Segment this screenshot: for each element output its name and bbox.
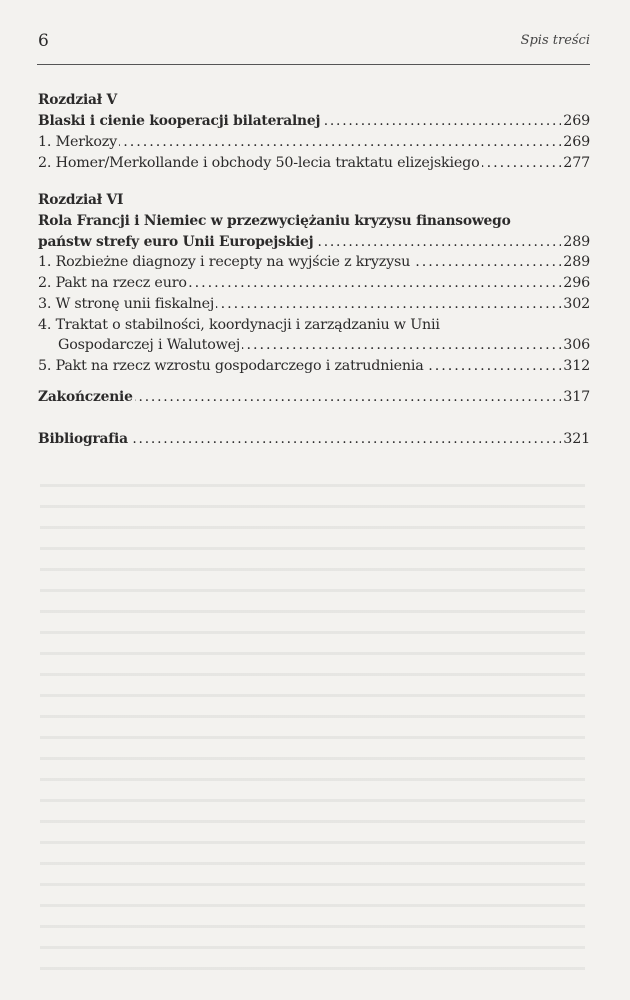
toc-entry: 3. W stronę unii fiskalnej . . . 302 — [38, 294, 590, 314]
running-title: Spis treści — [520, 33, 590, 48]
toc-entry: państw strefy euro Unii Europejskiej . . . 289 — [38, 232, 590, 252]
toc-entry: Zakończenie . . . 317 — [38, 387, 590, 407]
chapter-label: Rozdział VI — [38, 192, 124, 208]
bleed-through-texture — [40, 470, 585, 980]
toc-entry: 2. Homer/Merkollande i obchody 50-lecia traktatu elizejskiego . . . 277 — [38, 153, 590, 173]
toc-entry: Blaski i cienie kooperacji bilateralnej . . . 269 — [38, 111, 590, 131]
chapter-label: Rozdział V — [38, 92, 117, 108]
toc-entry: Bibliografia . . . 321 — [38, 429, 590, 449]
toc-entry: Gospodarczej i Walutowej . . . 306 — [58, 335, 590, 355]
toc-entry: 1. Merkozy . . . 269 — [38, 132, 590, 152]
toc-entry: 5. Pakt na rzecz wzrostu gospodarczego i zatrudnienia . . . 312 — [38, 356, 590, 376]
toc-entry: 2. Pakt na rzecz euro . . . 296 — [38, 273, 590, 293]
toc-entry: Rola Francji i Niemiec w przezwyciężaniu kryzysu finansowego — [38, 213, 511, 229]
toc-entry: 4. Traktat o stabilności, koordynacji i zarządzaniu w Unii — [38, 317, 440, 333]
toc-entry: 1. Rozbieżne diagnozy i recepty na wyjście z kryzysu . . . 289 — [38, 252, 590, 272]
header-rule — [37, 64, 590, 65]
page-number: 6 — [38, 31, 49, 51]
